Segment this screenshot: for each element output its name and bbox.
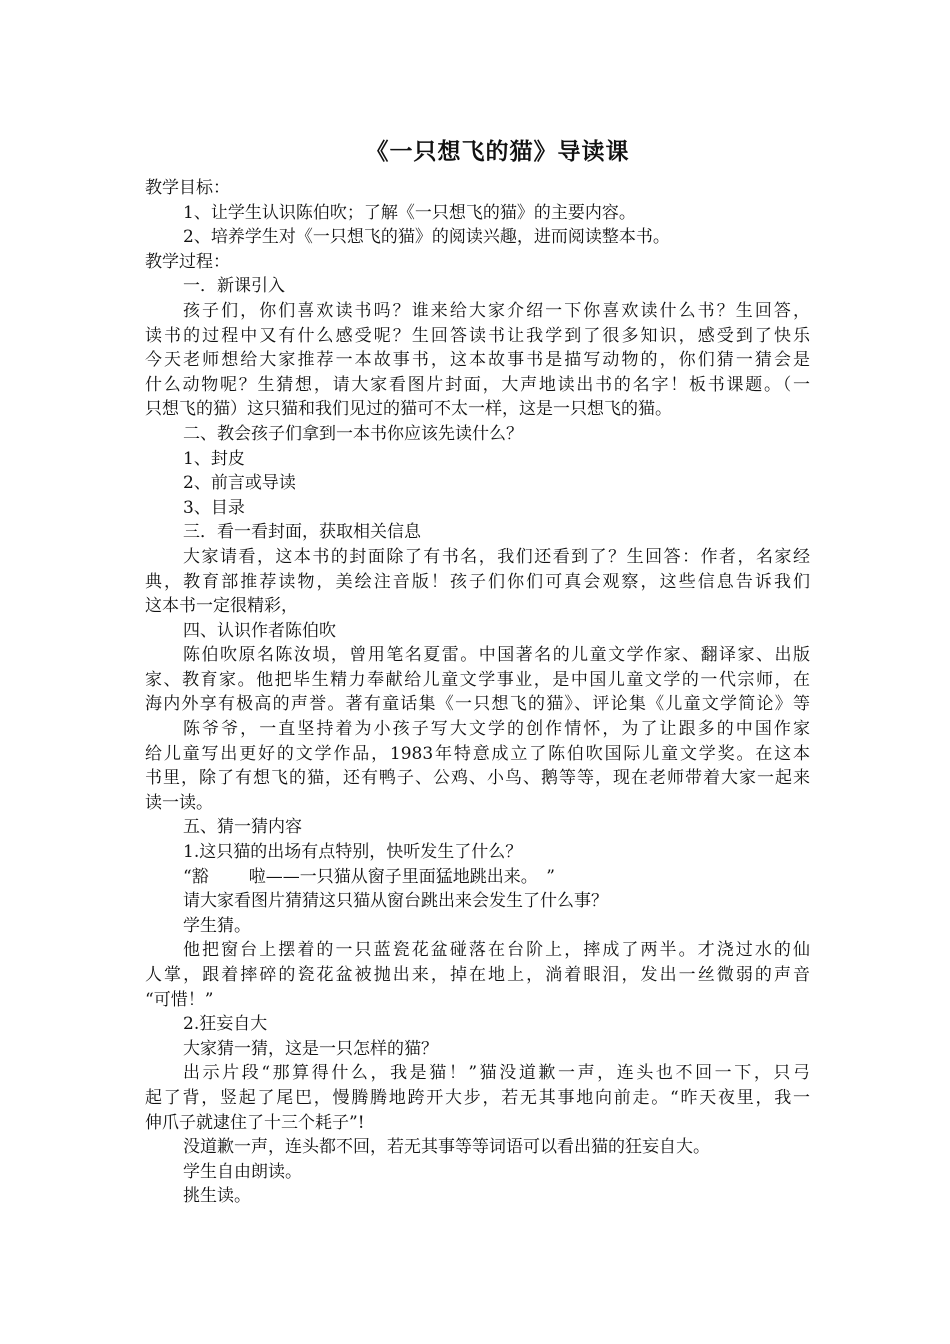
sub-heading-1: 1.这只猫的出场有点特别，快听发生了什么？ bbox=[183, 842, 523, 863]
quote-line bbox=[145, 865, 810, 890]
step-heading-2: 二、教会孩子们拿到一本书你应该先读什么？ bbox=[183, 423, 523, 444]
document-page bbox=[145, 134, 810, 1209]
list-item: 3、目录 bbox=[183, 497, 245, 518]
paragraph-line: 什么动物呢？生猜想，请大家看图片封面，大声地读出书的名字！板书课题。（一 bbox=[145, 374, 810, 395]
paragraph-line: 读书的过程中又有什么感受呢？生回答读书让我学到了很多知识，感受到了快乐 bbox=[145, 325, 810, 346]
paragraph-line: 没道歉一声，连头都不回，若无其事等等词语可以看出猫的狂妄自大。 bbox=[183, 1137, 710, 1158]
paragraph-line: 典，教育部推荐读物，美绘注音版！孩子们你们可真会观察，这些信息告诉我们 bbox=[145, 571, 810, 592]
paragraph-line: 陈爷爷，一直坚持着为小孩子写大文学的创作情怀，为了让跟多的中国作家 bbox=[183, 719, 810, 740]
paragraph-line: 大家猜一猜，这是一只怎样的猫？ bbox=[183, 1038, 438, 1059]
paragraph-line: 他把窗台上摆着的一只蓝瓷花盆碰落在台阶上，摔成了两半。才浇过水的仙 bbox=[183, 940, 810, 961]
paragraph-line: 出示片段“那算得什么，我是猫！”猫没道歉一声，连头也不回一下，只弓 bbox=[183, 1063, 810, 1084]
paragraph-line: “可惜！” bbox=[145, 989, 214, 1010]
paragraph-line: 海内外享有极高的声誉。著有童话集《一只想飞的猫》、评论集《儿童文学简论》等 bbox=[145, 694, 810, 715]
list-item: 2、前言或导读 bbox=[183, 473, 296, 494]
paragraph-line: 陈伯吹原名陈汝埙，曾用笔名夏雷。中国著名的儿童文学作家、翻译家、出版 bbox=[183, 645, 810, 666]
step-heading-4: 四、认识作者陈伯吹 bbox=[183, 620, 336, 641]
paragraph-line: 挑生读。 bbox=[183, 1186, 251, 1207]
paragraph-line: 人掌，跟着摔碎的瓷花盆被抛出来，掉在地上，淌着眼泪，发出一丝微弱的声音 bbox=[145, 965, 810, 985]
goal-item-1: 1、让学生认识陈伯吹；了解《一只想飞的猫》的主要内容。 bbox=[183, 202, 636, 223]
step-heading-1: 一．新课引入 bbox=[183, 276, 285, 297]
paragraph-line: 书里，除了有想飞的猫，还有鸭子、公鸡、小鸟、鹅等等，现在老师带着大家一起来 bbox=[145, 768, 810, 789]
paragraph-line: 这本书一定很精彩， bbox=[145, 596, 298, 617]
section-heading-process: 教学过程： bbox=[145, 251, 230, 272]
paragraph-line: 学生自由朗读。 bbox=[183, 1161, 302, 1182]
quote-part-1: “豁 bbox=[183, 866, 209, 887]
paragraph-line: 学生猜。 bbox=[183, 915, 251, 936]
paragraph-line: 只想飞的猫）这只猫和我们见过的猫可不太一样，这是一只想飞的猫。 bbox=[145, 399, 672, 420]
paragraph-line: 起了背，竖起了尾巴，慢腾腾地跨开大步，若无其事地向前走。“昨天夜里，我一 bbox=[145, 1087, 810, 1108]
paragraph-line: 给儿童写出更好的文学作品，1983年特意成立了陈伯吹国际儿童文学奖。在这本 bbox=[145, 743, 810, 764]
step-heading-3: 三．看一看封面，获取相关信息 bbox=[183, 522, 421, 543]
section-heading-goals: 教学目标： bbox=[145, 178, 230, 198]
paragraph-line: 孩子们，你们喜欢读书吗？谁来给大家介绍一下你喜欢读什么书？生回答， bbox=[183, 300, 810, 321]
sub-heading-2: 2.狂妄自大 bbox=[183, 1014, 268, 1035]
paragraph-line: 读一读。 bbox=[145, 792, 213, 813]
document-title: 《一只想飞的猫》导读课 bbox=[365, 139, 630, 165]
paragraph-line: 大家请看，这本书的封面除了有书名，我们还看到了？生回答：作者，名家经 bbox=[183, 546, 810, 567]
paragraph-line: 请大家看图片猜猜这只猫从窗台跳出来会发生了什么事？ bbox=[183, 891, 608, 912]
goal-item-2: 2、培养学生对《一只想飞的猫》的阅读兴趣，进而阅读整本书。 bbox=[183, 227, 670, 248]
paragraph-line: 家、教育家。他把毕生精力奉献给儿童文学事业，是中国儿童文学的一代宗师，在 bbox=[145, 669, 810, 690]
list-item: 1、封皮 bbox=[183, 448, 245, 469]
paragraph-line: 今天老师想给大家推荐一本故事书，这本故事书是描写动物的，你们猜一猜会是 bbox=[145, 350, 810, 371]
quote-part-2: 啦——一只猫从窗子里面猛地跳出来。 ” bbox=[248, 866, 555, 887]
paragraph-line: 伸爪子就逮住了十三个耗子”! bbox=[145, 1112, 365, 1133]
step-heading-5: 五、猜一猜内容 bbox=[183, 817, 302, 838]
